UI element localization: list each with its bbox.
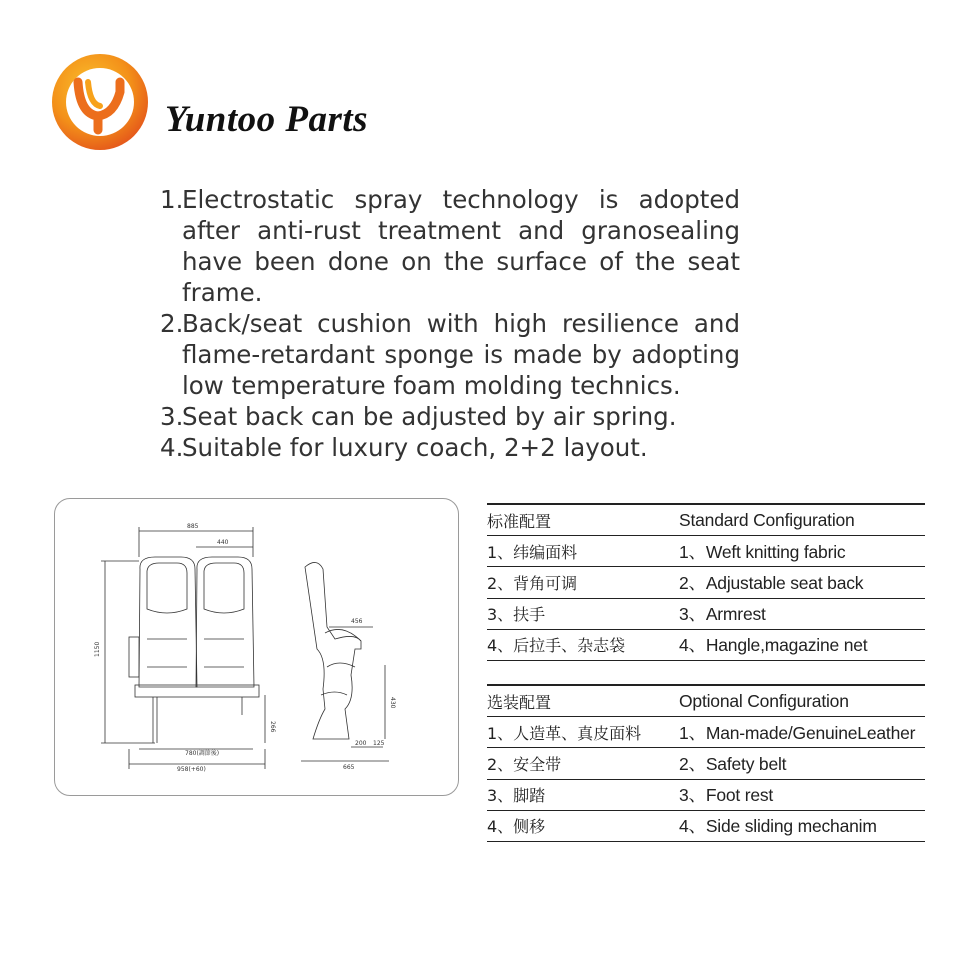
feature-number: 4.: [160, 433, 184, 462]
feature-text: Back/seat cushion with high resilience and flame-retardant sponge is made by adopting low temperature foam molding technics.: [182, 309, 740, 400]
row-cn: 4、侧移: [487, 817, 546, 837]
header-en: Optional Configuration: [679, 690, 849, 711]
row-en: 3、Foot rest: [679, 785, 774, 806]
feature-text: Seat back can be adjusted by air spring.: [182, 402, 677, 431]
row-cn: 1、人造革、真皮面料: [487, 723, 642, 743]
dim-side-depth: 456: [351, 618, 363, 625]
feature-text: Electrostatic spray technology is adopted after anti-rust treatment and granosealing have been done on the surface of the seat frame.: [182, 185, 740, 307]
table-row: [487, 717, 925, 748]
row-cn: 3、扶手: [487, 605, 546, 625]
row-en: 1、Man-made/GenuineLeather: [679, 722, 916, 743]
yuntoo-logo-icon: [50, 52, 150, 152]
dim-outer-width: 958(+60): [177, 766, 206, 773]
feature-item: [160, 308, 740, 401]
dim-front-width: 885: [187, 523, 199, 530]
feature-number: 2.: [160, 309, 184, 338]
feature-item: [160, 432, 740, 463]
seat-drawing-svg: [55, 499, 458, 795]
table-header-row: [487, 684, 925, 717]
seat-technical-drawing: [54, 498, 459, 796]
header-cn: 标准配置: [487, 511, 552, 531]
row-en: 1、Weft knitting fabric: [679, 541, 846, 562]
row-cn: 2、背角可调: [487, 573, 578, 593]
row-en: 4、Hangle,magazine net: [679, 635, 868, 656]
feature-text: Suitable for luxury coach, 2+2 layout.: [182, 433, 648, 462]
dim-side-height: 430: [389, 697, 396, 709]
feature-number: 3.: [160, 402, 184, 431]
feature-list: [160, 184, 740, 463]
dim-inner-width: 780(調節後): [185, 750, 220, 757]
feature-item: [160, 401, 740, 432]
row-cn: 3、脚踏: [487, 786, 546, 806]
table-row: [487, 748, 925, 779]
row-cn: 1、纬编面料: [487, 542, 578, 562]
row-en: 4、Side sliding mechanim: [679, 816, 877, 837]
header-cn: 选装配置: [487, 692, 552, 712]
brand-name: Yuntoo Parts: [165, 99, 369, 140]
dim-floor-height: 266: [269, 721, 276, 733]
table-row: [487, 567, 925, 598]
dim-height: 1150: [94, 641, 101, 657]
side-view-seat: [305, 562, 361, 739]
dim-leg-b: 125: [373, 740, 385, 747]
header-en: Standard Configuration: [679, 509, 855, 530]
table-row: [487, 811, 925, 842]
table-row: [487, 630, 925, 661]
dim-side-total: 665: [343, 764, 355, 771]
feature-number: 1.: [160, 185, 184, 214]
row-en: 2、Safety belt: [679, 753, 787, 774]
right-seat-back: [196, 557, 254, 687]
table-header-row: [487, 503, 925, 536]
optional-configuration-table: [487, 684, 925, 842]
table-row: [487, 536, 925, 567]
left-seat-back: [139, 557, 197, 687]
row-en: 3、Armrest: [679, 604, 766, 625]
standard-configuration-table: [487, 503, 925, 661]
table-row: [487, 780, 925, 811]
dim-leg-a: 200: [355, 740, 367, 747]
feature-item: [160, 184, 740, 308]
dim-seat-width: 440: [217, 539, 229, 546]
row-en: 2、Adjustable seat back: [679, 572, 864, 593]
row-cn: 2、安全带: [487, 754, 562, 774]
table-row: [487, 599, 925, 630]
row-cn: 4、后拉手、杂志袋: [487, 636, 626, 656]
